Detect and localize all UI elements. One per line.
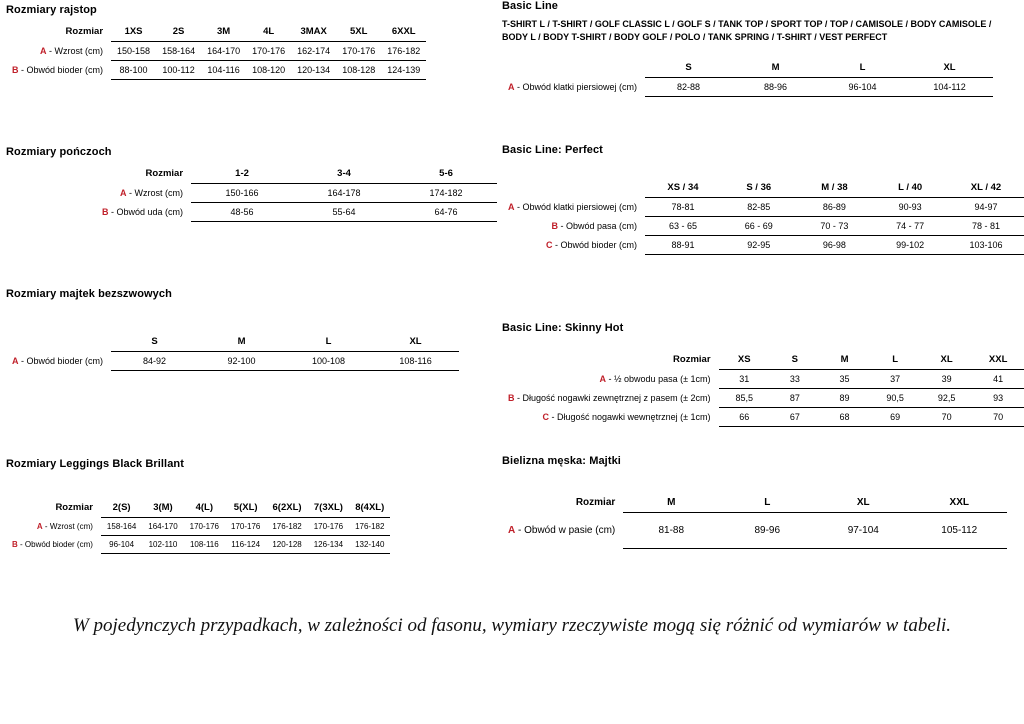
column-header: 3M: [201, 22, 246, 42]
column-header: M: [198, 332, 285, 352]
column-header: 8(4XL): [349, 498, 390, 518]
row-mark: A: [36, 522, 43, 531]
row-label: [96, 184, 191, 203]
cell: 82-88: [645, 78, 732, 97]
row-mark: B: [12, 540, 18, 549]
column-header: M: [623, 493, 719, 513]
cell: 31: [719, 370, 770, 389]
row-label-text: - Obwód bioder (cm): [18, 356, 104, 366]
row-mark: A: [508, 82, 515, 92]
row-label-text: - Obwód klatki piersiowej (cm): [514, 202, 638, 212]
column-header: L / 40: [872, 178, 948, 198]
section-title: Basic Line: [502, 0, 559, 12]
table-basic-skinny-hot: [502, 350, 1024, 427]
row-label-text: - Wzrost (cm): [42, 522, 93, 531]
cell: 96-104: [819, 78, 906, 97]
cell: 70: [921, 408, 972, 427]
header-size-label: [502, 58, 645, 78]
table-majtki-meskie: [502, 493, 1007, 549]
row-label: [6, 536, 101, 554]
cell: 170-176: [225, 518, 266, 536]
column-header: 6XXL: [381, 22, 426, 42]
table-row: [502, 217, 1024, 236]
right-column: [500, 0, 1024, 620]
row-mark: A: [12, 356, 19, 366]
row-mark: A: [508, 525, 516, 536]
table-basic-line: [502, 58, 993, 97]
column-header: 1-2: [191, 164, 293, 184]
header-size-label: Rozmiar: [673, 354, 711, 366]
cell: 176-182: [349, 518, 390, 536]
cell: 67: [770, 408, 820, 427]
row-label: [6, 42, 111, 61]
cell: 78-81: [645, 198, 721, 217]
header-size-label: Rozmiar: [145, 168, 184, 180]
row-label: [6, 61, 111, 80]
section-ponczochy: [6, 146, 497, 222]
section-title: Basic Line: Perfect: [502, 144, 603, 156]
row-label: [502, 236, 645, 255]
row-label-text: - Długość nogawki wewnętrznej (± 1cm): [549, 412, 711, 422]
section-title: Rozmiary rajstop: [6, 4, 97, 16]
cell: 86-89: [797, 198, 873, 217]
row-label: [502, 370, 719, 389]
table-row: [96, 184, 497, 203]
column-header: S: [770, 350, 820, 370]
section-bielizna-meska-majtki: [502, 455, 1007, 549]
row-label: [502, 389, 719, 408]
column-header: XL: [372, 332, 459, 352]
table-header-row: [502, 178, 1024, 198]
cell: 70: [972, 408, 1024, 427]
cell: 120-134: [291, 61, 336, 80]
row-label: [502, 513, 623, 549]
cell: 174-182: [395, 184, 497, 203]
row-label-text: - Obwód bioder (cm): [18, 65, 104, 75]
row-label-text: - Obwód uda (cm): [108, 207, 184, 217]
cell: 164-170: [201, 42, 246, 61]
cell: 39: [921, 370, 972, 389]
column-header: L: [869, 350, 920, 370]
header-size-label: Rozmiar: [65, 26, 104, 38]
section-title: Rozmiary pończoch: [6, 146, 112, 158]
cell: 108-116: [184, 536, 225, 554]
row-label: [502, 217, 645, 236]
cell: 164-170: [142, 518, 183, 536]
cell: 74 - 77: [872, 217, 948, 236]
table-row: [6, 42, 426, 61]
row-label: [6, 518, 101, 536]
row-label-text: - ½ obwodu pasa (± 1cm): [606, 374, 711, 384]
row-label-text: - Wzrost (cm): [126, 188, 184, 198]
cell: 97-104: [815, 513, 911, 549]
table-basic-perfect: [502, 178, 1024, 255]
section-title: Bielizna męska: Majtki: [502, 455, 621, 467]
cell: 88-100: [111, 61, 156, 80]
table-majtki-bezszwowe: [6, 332, 459, 371]
cell: 176-182: [266, 518, 307, 536]
column-header: XL: [906, 58, 993, 78]
section-subtitle: T-SHIRT L / T-SHIRT / GOLF CLASSIC L / GOLF S / TANK TOP / SPORT TOP / TOP / CAMISOLE / BODY CAMISOLE / BODY L / BODY T-SHIRT / BODY GOLF / POLO / TANK SPRING / T-SHIRT / VEST PERFECT: [502, 19, 992, 42]
row-mark: B: [12, 65, 19, 75]
row-mark: B: [551, 221, 558, 231]
cell: 48-56: [191, 203, 293, 222]
cell: 33: [770, 370, 820, 389]
cell: 108-120: [246, 61, 291, 80]
row-mark: A: [508, 202, 515, 212]
cell: 89: [820, 389, 870, 408]
cell: 37: [869, 370, 920, 389]
cell: 170-176: [336, 42, 381, 61]
column-header: XXL: [911, 493, 1007, 513]
cell: 170-176: [308, 518, 349, 536]
column-header: XXL: [972, 350, 1024, 370]
row-mark: B: [102, 207, 109, 217]
row-label-text: - Obwód bioder (cm): [552, 240, 638, 250]
cell: 92-95: [721, 236, 797, 255]
table-header-row: [6, 22, 426, 42]
column-header: 5(XL): [225, 498, 266, 518]
cell: 87: [770, 389, 820, 408]
cell: 100-108: [285, 352, 372, 371]
column-header: XL: [921, 350, 972, 370]
table-rajstopy: [6, 22, 426, 80]
section-title: Rozmiary majtek bezszwowych: [6, 288, 172, 300]
column-header: L: [719, 493, 815, 513]
column-header: 4(L): [184, 498, 225, 518]
row-mark: C: [546, 240, 553, 250]
section-majtki-bezszwowe: [6, 288, 459, 371]
cell: 150-166: [191, 184, 293, 203]
column-header: L: [819, 58, 906, 78]
table-row: [96, 203, 497, 222]
table-row: [6, 536, 390, 554]
section-basic-skinny-hot: [502, 322, 1024, 427]
section-basic-line: [502, 0, 1014, 97]
column-header: S: [111, 332, 198, 352]
cell: 90-93: [872, 198, 948, 217]
column-header: 5-6: [395, 164, 497, 184]
cell: 82-85: [721, 198, 797, 217]
cell: 88-96: [732, 78, 819, 97]
cell: 104-112: [906, 78, 993, 97]
table-row: [502, 370, 1024, 389]
cell: 116-124: [225, 536, 266, 554]
cell: 68: [820, 408, 870, 427]
table-row: [6, 61, 426, 80]
cell: 55-64: [293, 203, 395, 222]
row-mark: B: [508, 393, 515, 403]
cell: 93: [972, 389, 1024, 408]
column-header: 1XS: [111, 22, 156, 42]
cell: 92-100: [198, 352, 285, 371]
cell: 164-178: [293, 184, 395, 203]
table-leggings: [6, 498, 390, 554]
table-row: [502, 78, 993, 97]
cell: 162-174: [291, 42, 336, 61]
cell: 102-110: [142, 536, 183, 554]
cell: 94-97: [948, 198, 1024, 217]
column-header: S: [645, 58, 732, 78]
cell: 64-76: [395, 203, 497, 222]
column-header: XL: [815, 493, 911, 513]
table-header-row: [502, 350, 1024, 370]
row-label: [6, 352, 111, 371]
column-header: XS: [719, 350, 770, 370]
cell: 103-106: [948, 236, 1024, 255]
column-header: XS / 34: [645, 178, 721, 198]
table-row: [502, 389, 1024, 408]
column-header: 3(M): [142, 498, 183, 518]
column-header: 5XL: [336, 22, 381, 42]
cell: 104-116: [201, 61, 246, 80]
section-leggings: [6, 458, 390, 554]
cell: 41: [972, 370, 1024, 389]
table-row: [502, 236, 1024, 255]
cell: 105-112: [911, 513, 1007, 549]
cell: 96-98: [797, 236, 873, 255]
table-header-row: [96, 164, 497, 184]
row-label: [96, 203, 191, 222]
column-header: 2S: [156, 22, 201, 42]
row-label: [502, 78, 645, 97]
cell: 69: [869, 408, 920, 427]
cell: 120-128: [266, 536, 307, 554]
column-header: M / 38: [797, 178, 873, 198]
table-header-row: [502, 58, 993, 78]
cell: 70 - 73: [797, 217, 873, 236]
section-basic-perfect: [502, 144, 1024, 255]
cell: 170-176: [246, 42, 291, 61]
header-size-label: Rozmiar: [575, 497, 616, 509]
table-row: [502, 513, 1007, 549]
table-header-row: [6, 332, 459, 352]
column-header: M: [732, 58, 819, 78]
column-header: M: [820, 350, 870, 370]
cell: 158-164: [156, 42, 201, 61]
footer-note: W pojedynczych przypadkach, w zależności od fasonu, wymiary rzeczywiste mogą się różnić od wymiarów w tabeli.: [72, 615, 952, 636]
column-header: S / 36: [721, 178, 797, 198]
row-mark: C: [542, 412, 550, 422]
row-label-text: - Obwód w pasie (cm): [515, 525, 616, 536]
table-header-row: [502, 493, 1007, 513]
column-header: 6(2XL): [266, 498, 307, 518]
cell: 96-104: [101, 536, 142, 554]
row-mark: A: [599, 374, 607, 384]
cell: 88-91: [645, 236, 721, 255]
cell: 150-158: [111, 42, 156, 61]
column-header: 4L: [246, 22, 291, 42]
section-title: Basic Line: Skinny Hot: [502, 322, 624, 334]
cell: 35: [820, 370, 870, 389]
cell: 89-96: [719, 513, 815, 549]
header-size-label: [6, 332, 111, 352]
cell: 92,5: [921, 389, 972, 408]
column-header: 2(S): [101, 498, 142, 518]
row-label-text: - Długość nogawki zewnętrznej z pasem (± 2cm): [514, 393, 711, 403]
cell: 63 - 65: [645, 217, 721, 236]
cell: 126-134: [308, 536, 349, 554]
cell: 132-140: [349, 536, 390, 554]
column-header: 3MAX: [291, 22, 336, 42]
header-size-label: [502, 178, 645, 198]
section-title: Rozmiary Leggings Black Brillant: [6, 458, 185, 470]
cell: 158-164: [101, 518, 142, 536]
row-label-text: - Wzrost (cm): [46, 46, 104, 56]
cell: 100-112: [156, 61, 201, 80]
cell: 108-116: [372, 352, 459, 371]
cell: 124-139: [381, 61, 426, 80]
table-ponczochy: [96, 164, 497, 222]
row-label: [502, 198, 645, 217]
cell: 108-128: [336, 61, 381, 80]
table-row: [6, 518, 390, 536]
column-header: 7(3XL): [308, 498, 349, 518]
column-header: L: [285, 332, 372, 352]
cell: 81-88: [623, 513, 719, 549]
table-row: [502, 408, 1024, 427]
row-label: [502, 408, 719, 427]
cell: 66 - 69: [721, 217, 797, 236]
table-row: [6, 352, 459, 371]
cell: 176-182: [381, 42, 426, 61]
cell: 85,5: [719, 389, 770, 408]
table-row: [502, 198, 1024, 217]
row-label-text: - Obwód pasa (cm): [558, 221, 638, 231]
row-mark: A: [40, 46, 47, 56]
section-rajstopy: [6, 4, 426, 80]
column-header: 3-4: [293, 164, 395, 184]
row-label-text: - Obwód klatki piersiowej (cm): [514, 82, 638, 92]
cell: 99-102: [872, 236, 948, 255]
row-mark: A: [120, 188, 127, 198]
table-header-row: [6, 498, 390, 518]
cell: 78 - 81: [948, 217, 1024, 236]
cell: 84-92: [111, 352, 198, 371]
column-header: XL / 42: [948, 178, 1024, 198]
cell: 90,5: [869, 389, 920, 408]
row-label-text: - Obwód bioder (cm): [17, 540, 93, 549]
cell: 66: [719, 408, 770, 427]
left-column: [0, 0, 500, 620]
cell: 170-176: [184, 518, 225, 536]
header-size-label: Rozmiar: [55, 502, 93, 514]
